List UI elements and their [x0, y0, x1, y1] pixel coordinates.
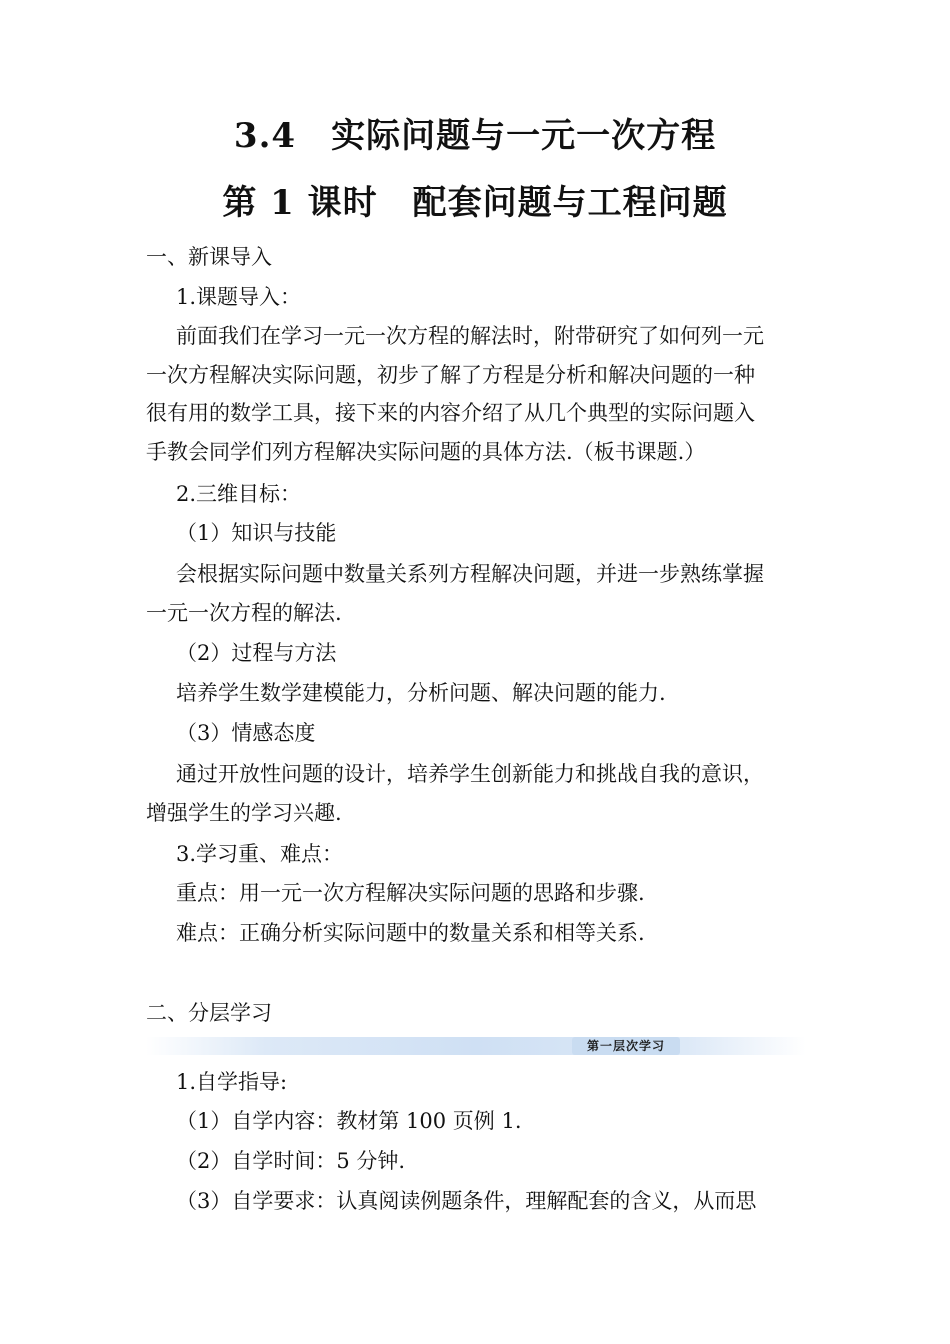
subheading-self-study: 1.自学指导: — [176, 1070, 288, 1094]
objective-heading: （2）过程与方法 — [176, 641, 337, 665]
subheading-key-points: 3.学习重、难点： — [176, 842, 344, 866]
paragraph-line: 培养学生数学建模能力，分析问题、解决问题的能力. — [176, 681, 666, 705]
paragraph-line: 前面我们在学习一元一次方程的解法时，附带研究了如何列一元 — [176, 324, 764, 348]
learning-level-banner — [146, 1037, 806, 1055]
difficulty-line: 难点：正确分析实际问题中的数量关系和相等关系. — [176, 921, 645, 945]
learning-level-label: 第一层次学习 — [572, 1037, 680, 1055]
paragraph-line: 一次方程解决实际问题，初步了解了方程是分析和解决问题的一种 — [146, 363, 755, 387]
section-heading-intro: 一、新课导入 — [146, 245, 272, 269]
lesson-section-title: 3.4 实际问题与一元一次方程 — [233, 116, 717, 156]
objective-heading: （3）情感态度 — [176, 721, 316, 745]
list-item: （2）自学时间：5 分钟. — [176, 1149, 406, 1173]
paragraph-line: 通过开放性问题的设计，培养学生创新能力和挑战自我的意识， — [176, 762, 764, 786]
paragraph-line: 一元一次方程的解法. — [146, 601, 342, 625]
lesson-period-title: 第 1 课时 配套问题与工程问题 — [222, 183, 728, 223]
list-item: （1）自学内容：教材第 100 页例 1. — [176, 1109, 522, 1133]
key-point-line: 重点：用一元一次方程解决实际问题的思路和步骤. — [176, 881, 645, 905]
section-heading-layered-learning: 二、分层学习 — [146, 1001, 272, 1025]
objective-heading: （1）知识与技能 — [176, 521, 337, 545]
list-item: （3）自学要求：认真阅读例题条件，理解配套的含义，从而思 — [176, 1189, 757, 1213]
subheading-objectives: 2.三维目标： — [176, 482, 302, 506]
paragraph-line: 很有用的数学工具，接下来的内容介绍了从几个典型的实际问题入 — [146, 401, 755, 425]
paragraph-line: 会根据实际问题中数量关系列方程解决问题，并进一步熟练掌握 — [176, 562, 764, 586]
paragraph-line: 增强学生的学习兴趣. — [146, 801, 342, 825]
subheading-topic-intro: 1.课题导入： — [176, 285, 302, 309]
paragraph-line: 手教会同学们列方程解决实际问题的具体方法.（板书课题.） — [146, 440, 706, 464]
